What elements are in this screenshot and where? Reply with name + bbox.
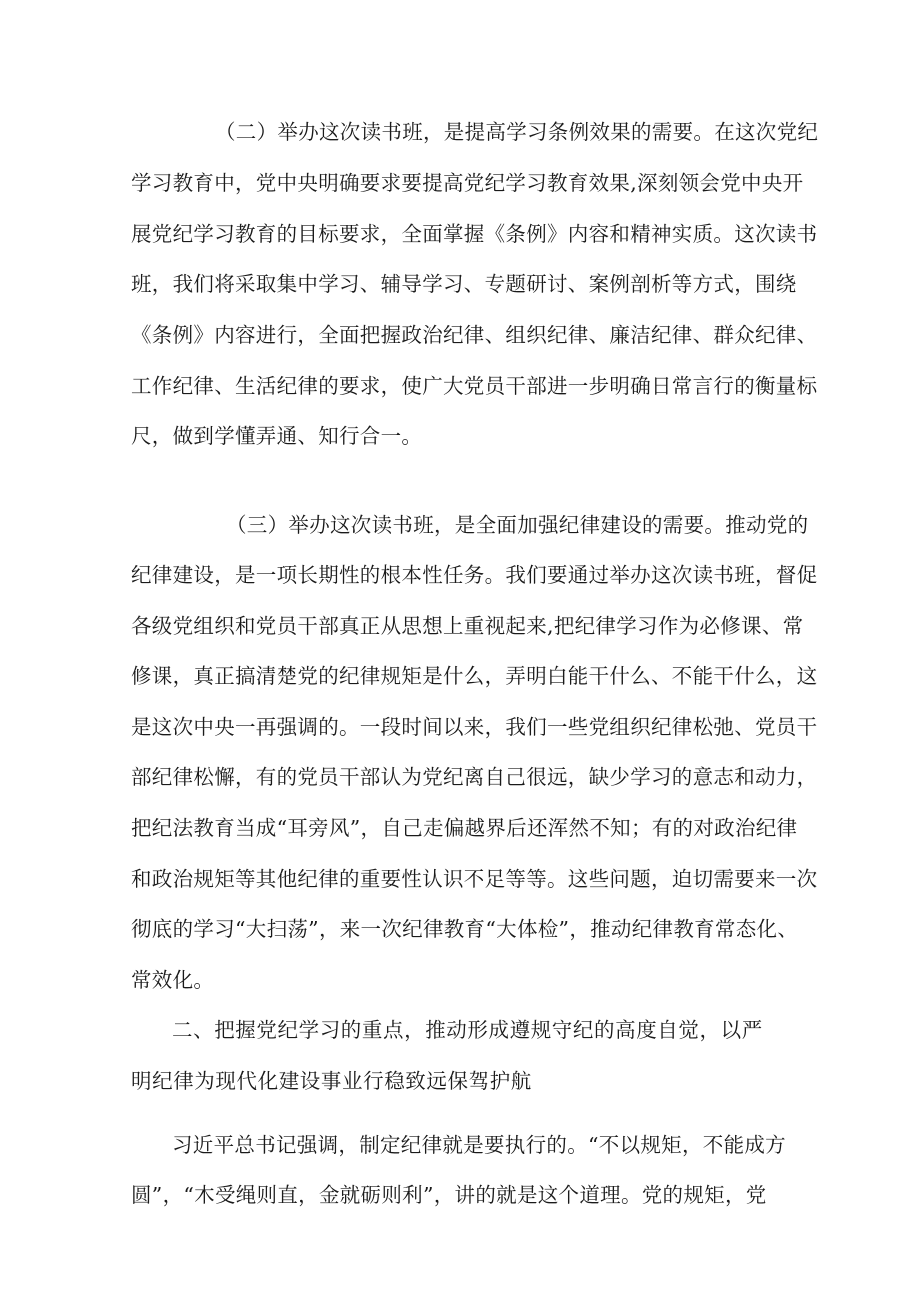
- text-line: 常效化。: [131, 968, 215, 992]
- text-line: （三）举办这次读书班，是全面加强纪律建设的需要。推动党的: [226, 513, 809, 537]
- text-line: 纪律建设，是一项长期性的根本性任务。我们要通过举办这次读书班，督促: [131, 563, 818, 587]
- text-line: 修课，真正搞清楚党的纪律规矩是什么，弄明白能干什么、不能干什么，这: [131, 664, 818, 688]
- heading-line: 二、把握党纪学习的重点，推动形成遵规守纪的高度自觉，以严: [172, 1018, 763, 1042]
- text-line: 尺，做到学懂弄通、知行合一。: [131, 424, 423, 448]
- text-line: 圆”，“木受绳则直，金就砺则利”，讲的就是这个道理。党的规矩，党: [131, 1183, 767, 1207]
- text-line: 学习教育中，党中央明确要求要提高党纪学习教育效果,深刻领会党中央开: [131, 171, 804, 195]
- text-line: 《条例》内容进行，全面把握政治纪律、组织纪律、廉洁纪律、群众纪律、: [131, 323, 818, 347]
- text-line: 展党纪学习教育的目标要求，全面掌握《条例》内容和精神实质。这次读书: [131, 222, 818, 246]
- text-line: 是这次中央一再强调的。一段时间以来，我们一些党组织纪律松弛、党员干: [131, 715, 818, 739]
- text-line: 工作纪律、生活纪律的要求，使广大党员干部进一步明确日常言行的衡量标: [131, 374, 818, 398]
- text-line: （二）举办这次读书班，是提高学习条例效果的需要。在这次党纪: [215, 120, 819, 144]
- text-line: 彻底的学习“大扫荡”，来一次纪律教育“大体检”，推动纪律教育常态化、: [131, 917, 799, 941]
- text-line: 和政治规矩等其他纪律的重要性认识不足等等。这些问题，迫切需要来一次: [131, 867, 818, 891]
- text-line: 部纪律松懈，有的党员干部认为党纪离自己很远，缺少学习的意志和动力，: [131, 765, 818, 789]
- text-line: 班，我们将采取集中学习、辅导学习、专题研讨、案例剖析等方式，围绕: [131, 272, 797, 296]
- text-line: 把纪法教育当成“耳旁风”，自己走偏越界后还浑然不知；有的对政治纪律: [131, 816, 798, 840]
- text-line: 各级党组织和党员干部真正从思想上重视起来,把纪律学习作为必修课、常: [131, 614, 804, 638]
- heading-line: 明纪律为现代化建设事业行稳致远保驾护航: [131, 1069, 532, 1093]
- text-line: 习近平总书记强调，制定纪律就是要执行的。“不以规矩，不能成方: [172, 1133, 786, 1157]
